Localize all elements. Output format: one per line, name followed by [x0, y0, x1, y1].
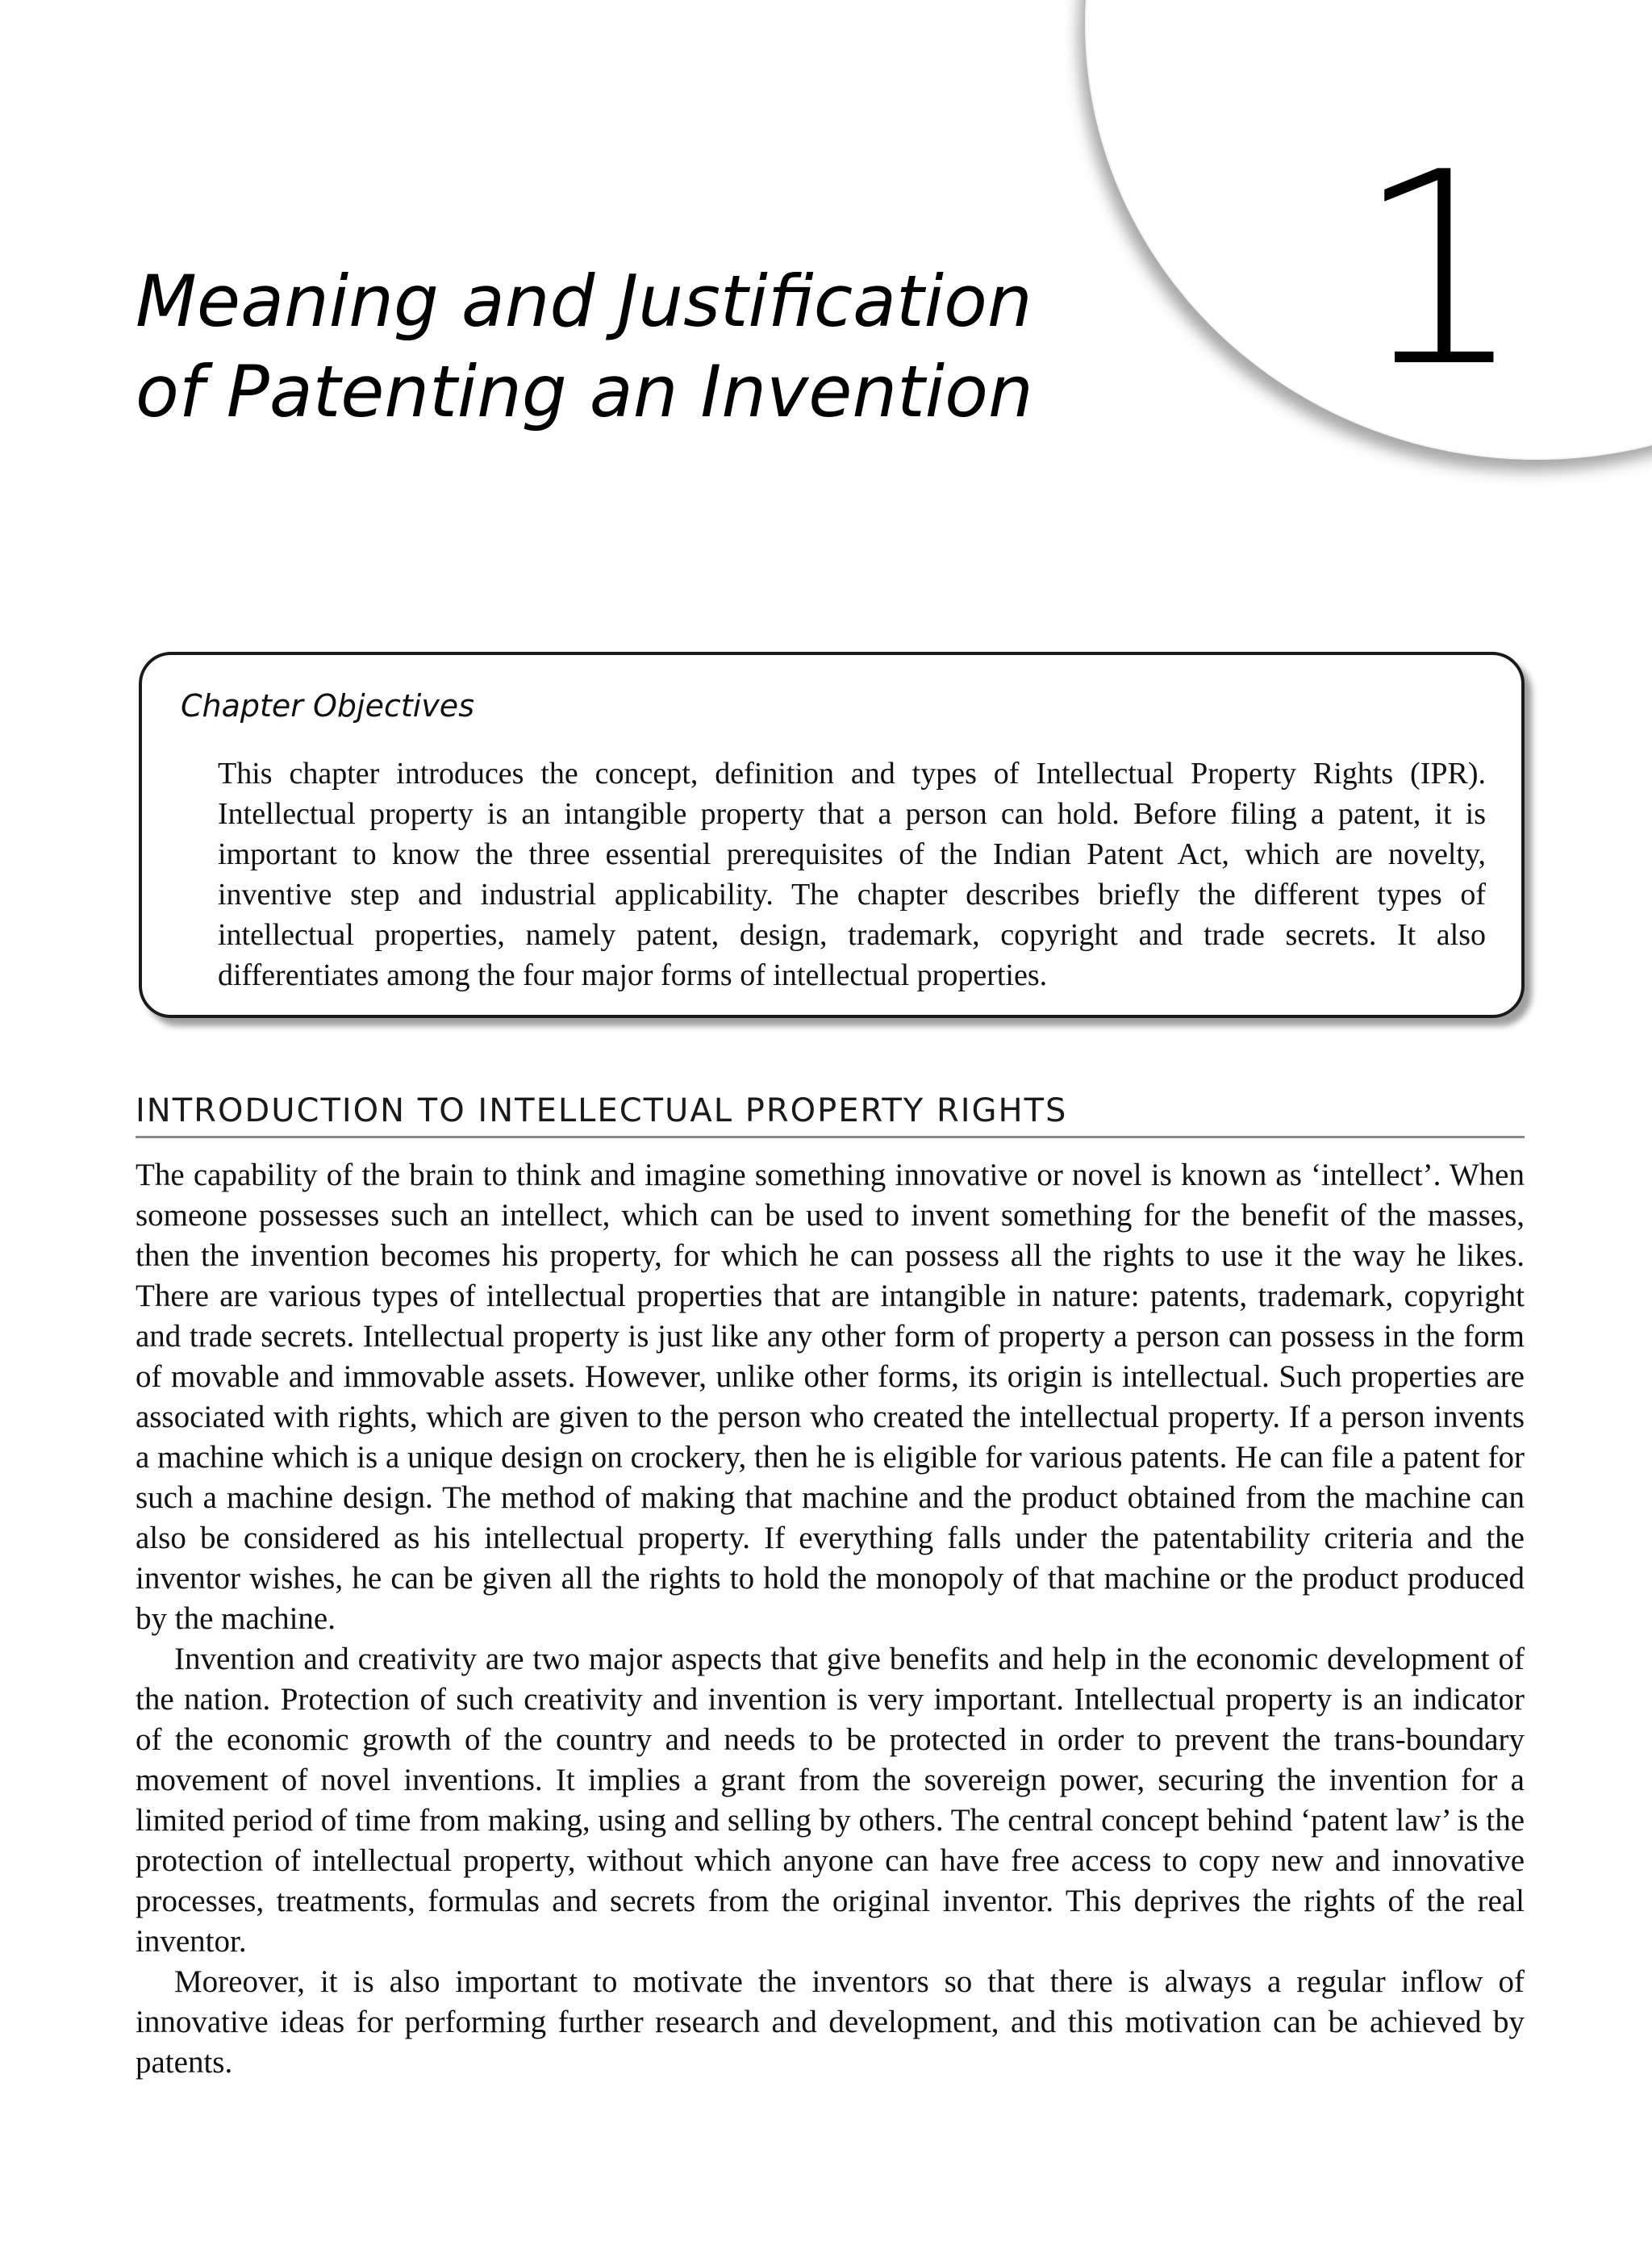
- chapter-objectives-box: [139, 652, 1525, 1018]
- chapter-title: [136, 257, 1144, 437]
- body-text: [136, 1155, 1525, 2083]
- paragraph-2: Invention and creativity are two major aspects that give benefits and help in the economic development of the nation. Protection of such creativity and invention is very important. Intellectual property is an indicator of the economic growth of the country and needs to be protected in order to prevent the trans-boundary movement of novel inventions. It implies a grant from the sovereign power, securing the invention for a limited period of time from making, using and selling by others. The central concept behind ‘patent law’ is the protection of intellectual property, without which anyone can have free access to copy new and innovative processes, treatments, formulas and secrets from the original inventor. This deprives the rights of the real inventor.: [136, 1642, 1525, 1959]
- chapter-objectives-heading: Chapter Objectives: [181, 688, 474, 724]
- paragraph-3: Moreover, it is also important to motivate the inventors so that there is always a regular inflow of innovative ideas for performing further research and development, and this motivation can be achieved by patents.: [136, 1964, 1525, 2080]
- section-heading: INTRODUCTION TO INTELLECTUAL PROPERTY RIGHTS: [136, 1089, 1525, 1138]
- chapter-title-line-2: of Patenting an Invention: [136, 350, 1033, 433]
- paragraph-1: The capability of the brain to think and imagine something innovative or novel is known as ‘intellect’. When someone possesses such an intellect, which can be used to invent something for the benefit of the masses, then the invention becomes his property, for which he can possess all the rights to use it the way he likes. There are various types of intellectual properties that are intangible in nature: patents, trademark, copyright and trade secrets. Intellectual property is just like any other form of property a person can possess in the form of movable and immovable assets. However, unlike other forms, its origin is intellectual. Such properties are associated with rights, which are given to the person who created the intellectual property. If a person invents a machine which is a unique design on crockery, then he is eligible for various patents. He can file a patent for such a machine design. The method of making that machine and the product obtained from the machine can also be considered as his intellectual property. If everything falls under the patentability criteria and the inventor wishes, he can be given all the rights to hold the monopoly of that machine or the product produced by the machine.: [136, 1158, 1525, 1636]
- chapter-number: 1: [1355, 115, 1525, 425]
- chapter-objectives-text: This chapter introduces the concept, definition and types of Intellectual Property Rights (IPR). Intellectual property is an intangible property that a person can hold. Before filing a patent, it is important to know the three essential prerequisites of the Indian Patent Act, which are novelty, inventive step and industrial applicability. The chapter describes briefly the different types of intellectual properties, namely patent, design, trademark, copyright and trade secrets. It also differentiates among the four major forms of intellectual properties.: [218, 757, 1486, 992]
- chapter-title-line-1: Meaning and Justification: [136, 260, 1032, 343]
